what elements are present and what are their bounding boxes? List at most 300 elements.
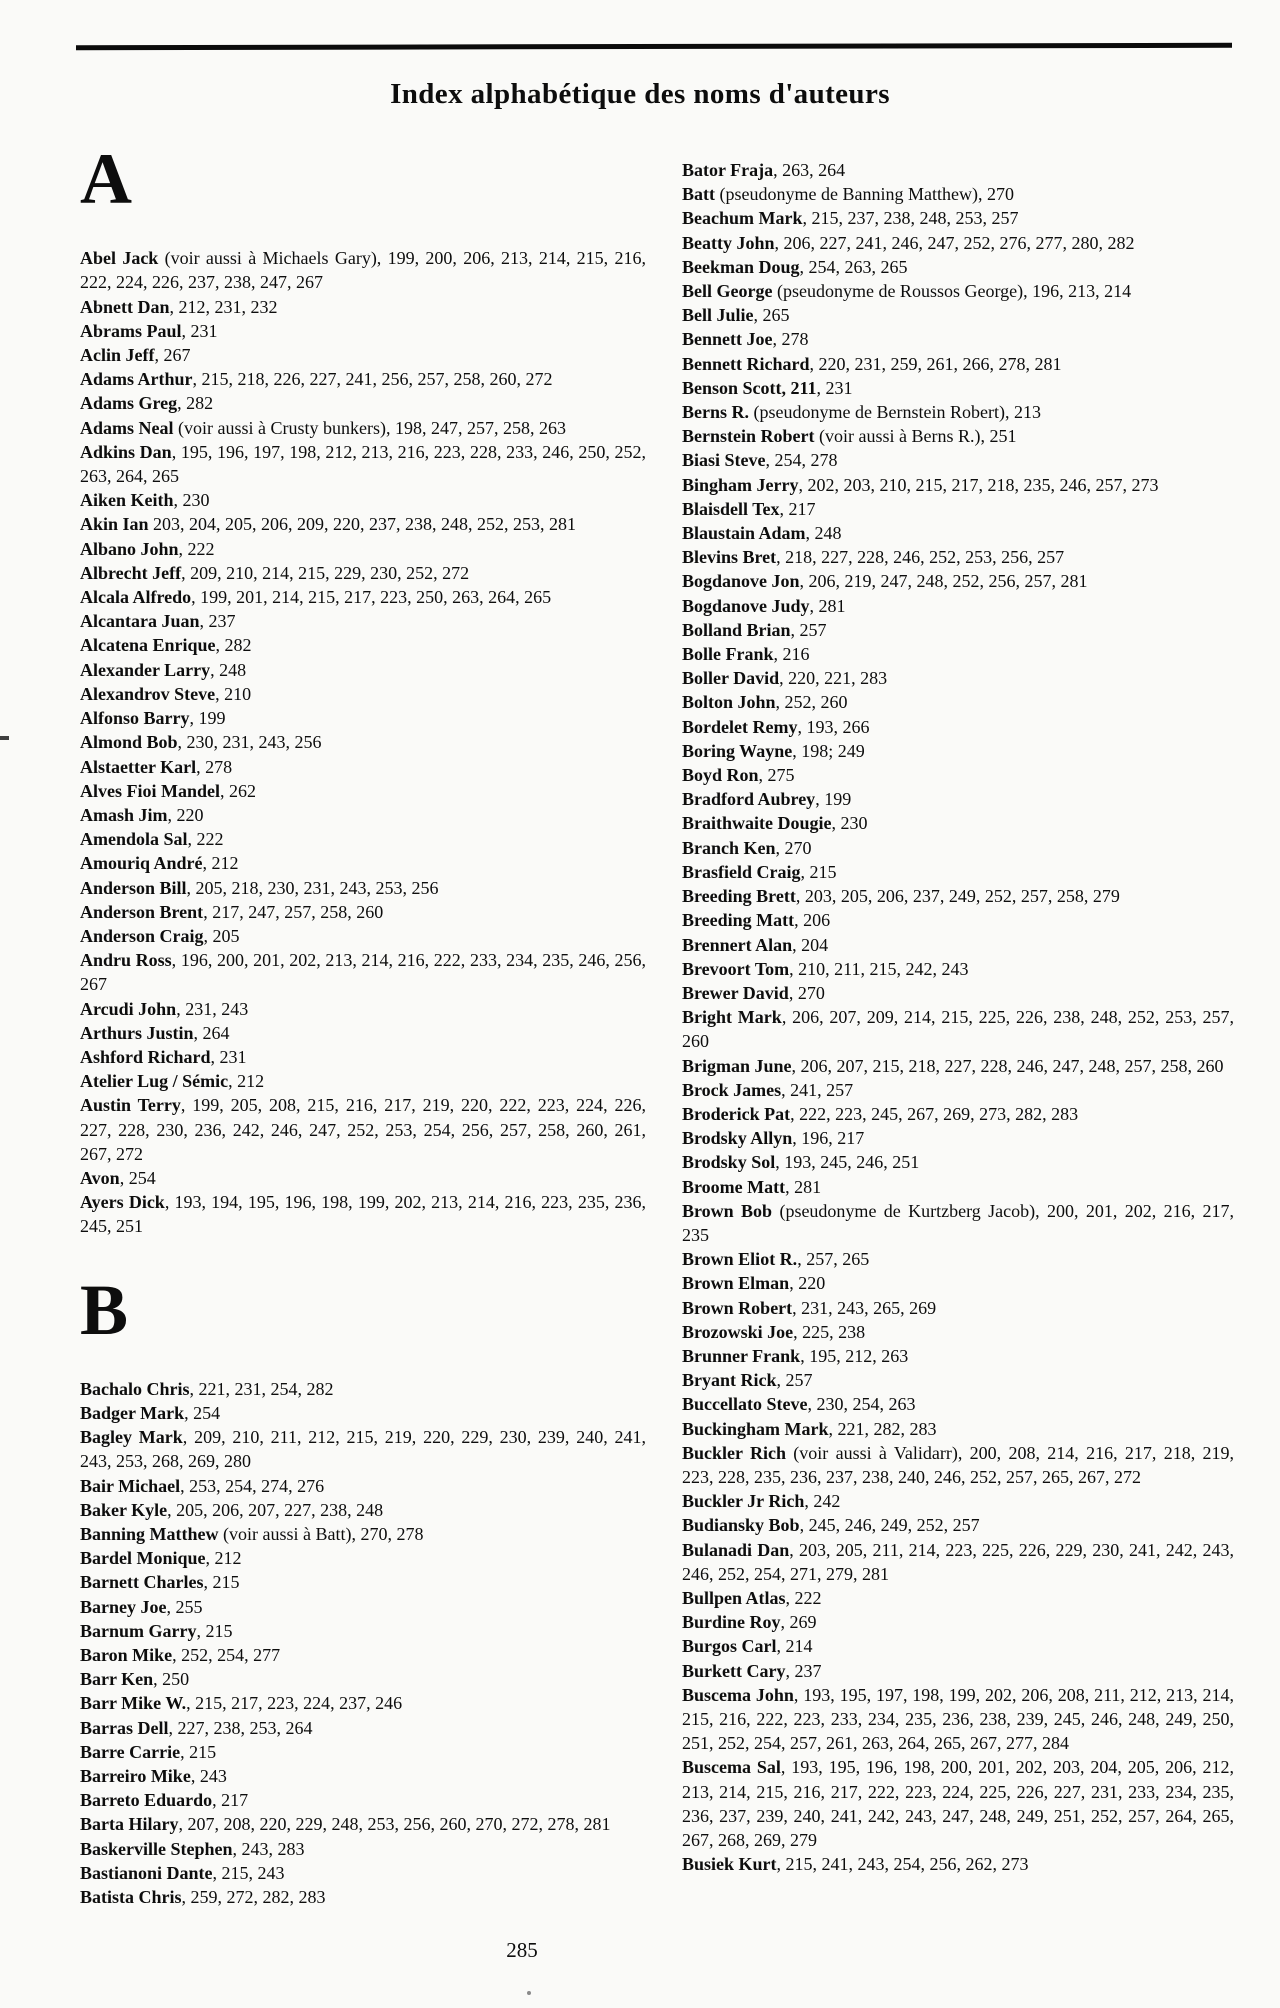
entry-author-name: Berns R. — [682, 402, 749, 423]
index-entry — [80, 561, 646, 585]
entry-author-name: Beatty John — [682, 232, 775, 253]
entry-author-name: Anderson Brent — [80, 901, 204, 922]
index-entry — [80, 633, 646, 657]
entry-author-name: Bernstein Robert — [682, 426, 815, 447]
entry-page-refs: , 203, 205, 206, 237, 249, 252, 257, 258, 279 — [795, 886, 1120, 907]
index-entry — [682, 1368, 1234, 1392]
entry-author-name: Bradford Aubrey — [682, 789, 816, 810]
index-entry — [682, 327, 1234, 351]
entry-page-refs: , 243, 283 — [232, 1838, 305, 1859]
entry-page-refs: , 254, 263, 265 — [799, 256, 908, 277]
entry-page-refs: , 220 — [789, 1273, 826, 1294]
entry-author-name: Alstaetter Karl — [80, 756, 197, 777]
entry-page-refs: , 259, 272, 282, 283 — [181, 1887, 326, 1908]
entry-page-refs: , 199, 201, 214, 215, 217, 223, 250, 263, 264, 265 — [191, 587, 552, 608]
entry-author-name: Adams Neal — [80, 417, 174, 438]
entry-author-name: Amash Jim — [80, 804, 168, 825]
index-entry — [682, 836, 1234, 860]
entry-page-refs: , 265 — [753, 305, 790, 326]
index-entry — [682, 545, 1234, 569]
index-entry — [80, 512, 646, 536]
entry-author-name: Burkett Cary — [682, 1660, 786, 1681]
entry-page-refs: , 227, 238, 253, 264 — [168, 1717, 313, 1738]
entry-page-refs: , 193, 195, 197, 198, 199, 202, 206, 208, 211, 212, 213, 214, 215, 216, 222, 223, 233, 234, 235, 236, 238, 239, 245, 246, 248, 249, 250, 251, 252, 254, 257, 261, 263, 264, 265, 267, 277, 284 — [682, 1684, 1234, 1754]
index-entry — [80, 803, 646, 827]
entry-page-refs: , 230 — [831, 813, 868, 834]
index-entry — [80, 1166, 646, 1190]
section-letter-b: B — [80, 1269, 129, 1350]
entry-author-name: Blaisdell Tex — [682, 498, 780, 519]
entry-author-name: Anderson Bill — [80, 877, 187, 898]
index-entry — [80, 391, 646, 415]
entry-author-name: Burgos Carl — [682, 1636, 777, 1657]
entry-page-refs: , 214 — [776, 1636, 813, 1657]
index-entry — [682, 1247, 1234, 1271]
entry-author-name: Bell Julie — [682, 305, 754, 326]
entry-page-refs: , 267 — [154, 345, 191, 366]
entry-page-refs: , 203, 205, 211, 214, 223, 225, 226, 229, 230, 241, 242, 243, 246, 252, 254, 271, 279, 281 — [682, 1539, 1234, 1584]
entry-page-refs: , 269 — [780, 1612, 817, 1633]
index-entry — [80, 1498, 646, 1522]
entry-page-refs: , 221, 231, 254, 282 — [189, 1378, 334, 1399]
index-entry — [80, 1885, 646, 1909]
entry-author-name: Aclin Jeff — [80, 345, 155, 366]
index-entry — [80, 1764, 646, 1788]
entry-author-name: Bardel Monique — [80, 1548, 206, 1569]
entry-page-refs: , 205 — [203, 925, 240, 946]
index-entry — [80, 1861, 646, 1885]
index-entry — [682, 1102, 1234, 1126]
index-entry — [80, 1546, 646, 1570]
index-entry — [80, 537, 646, 561]
entry-author-name: Brigman June — [682, 1055, 792, 1076]
entry-author-name: Atelier Lug / Sémic — [80, 1071, 229, 1092]
index-entry — [682, 400, 1234, 424]
entry-author-name: Barnum Garry — [80, 1620, 197, 1641]
entry-page-refs: , 193, 245, 246, 251 — [775, 1152, 920, 1173]
entry-page-refs: , 230, 254, 263 — [807, 1394, 916, 1415]
entry-author-name: Albrecht Jeff — [80, 562, 182, 583]
entry-author-name: Brown Bob — [682, 1200, 773, 1221]
index-entry — [682, 1417, 1234, 1441]
entry-author-name: Abel Jack — [80, 248, 159, 269]
entry-page-refs: , 278 — [196, 756, 233, 777]
entry-author-name: Batista Chris — [80, 1887, 182, 1908]
index-entry — [682, 618, 1234, 642]
entry-page-refs: , 206 — [794, 910, 831, 931]
entry-page-refs: , 210, 211, 215, 242, 243 — [789, 958, 969, 979]
entry-page-refs: , 205, 206, 207, 227, 238, 248 — [167, 1499, 384, 1520]
index-entry — [682, 1150, 1234, 1174]
entry-page-refs: , 225, 238 — [793, 1321, 866, 1342]
entry-author-name: Adams Greg — [80, 393, 178, 414]
entry-author-name: Abrams Paul — [80, 320, 182, 341]
entry-page-refs: , 195, 212, 263 — [800, 1345, 909, 1366]
index-entry — [682, 957, 1234, 981]
index-right-column — [682, 158, 1234, 1876]
entry-page-refs: , 206, 219, 247, 248, 252, 256, 257, 281 — [799, 571, 1088, 592]
entry-author-name: Blaustain Adam — [682, 523, 806, 544]
index-entry — [682, 1126, 1234, 1150]
entry-page-refs: , 221, 282, 283 — [828, 1418, 937, 1439]
index-entry — [80, 851, 646, 875]
entry-author-name: Bolland Brian — [682, 619, 791, 640]
index-entry — [80, 1788, 646, 1812]
entry-author-name: Baron Mike — [80, 1645, 173, 1666]
entry-page-refs: , 281 — [809, 595, 846, 616]
entry-author-name: Breeding Matt — [682, 910, 795, 931]
entry-author-name: Benson Scott, 211 — [682, 377, 817, 398]
entry-author-name: Bolle Frank — [682, 644, 774, 665]
index-entry — [80, 827, 646, 851]
index-entry — [80, 1021, 646, 1045]
index-entry — [682, 303, 1234, 327]
entry-page-refs: , 220 — [167, 804, 204, 825]
index-entry — [682, 1513, 1234, 1537]
entry-page-refs: , 248 — [210, 659, 247, 680]
entry-author-name: Barreto Eduardo — [80, 1790, 213, 1811]
entry-page-refs: , 254 — [184, 1403, 221, 1423]
index-entry — [682, 279, 1234, 303]
index-entry — [80, 1045, 646, 1069]
entry-author-name: Barney Joe — [80, 1596, 167, 1617]
entry-page-refs: , 193, 266 — [797, 716, 870, 737]
entry-author-name: Bright Mark — [682, 1007, 782, 1028]
index-entry — [682, 1392, 1234, 1416]
entry-page-refs: , 254 — [119, 1167, 156, 1188]
index-entry — [682, 521, 1234, 545]
index-entry — [80, 1474, 646, 1498]
entry-page-refs: , 198; 249 — [792, 740, 865, 761]
entry-author-name: Arcudi John — [80, 998, 177, 1019]
entry-author-name: Buckler Jr Rich — [682, 1491, 805, 1512]
index-entry — [682, 231, 1234, 255]
index-entry — [80, 730, 646, 754]
entry-page-refs: , 220, 221, 283 — [779, 668, 888, 689]
entry-page-refs: (pseudonyme de Banning Matthew), 270 — [715, 184, 1014, 205]
entry-author-name: Adams Arthur — [80, 369, 193, 390]
index-entry — [682, 448, 1234, 472]
entry-page-refs: , 196, 200, 201, 202, 213, 214, 216, 222, 233, 234, 235, 246, 256, 267 — [80, 950, 646, 995]
index-entry — [682, 690, 1234, 714]
index-entry — [682, 1852, 1234, 1876]
entry-author-name: Akin Ian — [80, 514, 149, 535]
index-entry — [682, 1659, 1234, 1683]
entry-author-name: Almond Bob — [80, 732, 178, 753]
entry-author-name: Broome Matt — [682, 1176, 786, 1197]
entry-author-name: Buckingham Mark — [682, 1418, 829, 1439]
index-entry — [80, 1619, 646, 1643]
entry-author-name: Bastianoni Dante — [80, 1862, 213, 1883]
entry-page-refs: , 222, 223, 245, 267, 269, 273, 282, 283 — [790, 1103, 1079, 1124]
entry-page-refs: , 222 — [785, 1587, 822, 1608]
entry-page-refs: , 212, 231, 232 — [169, 296, 278, 317]
index-entry — [682, 473, 1234, 497]
entry-author-name: Alcatena Enrique — [80, 635, 216, 656]
entry-page-refs: (pseudonyme de Roussos George), 196, 213, 214 — [772, 281, 1132, 302]
index-entry — [80, 440, 646, 488]
entry-author-name: Alfonso Barry — [80, 708, 190, 729]
top-horizontal-rule — [76, 43, 1232, 50]
entry-page-refs: , 212 — [202, 853, 239, 874]
entry-author-name: Badger Mark — [80, 1403, 185, 1423]
entry-author-name: Broderick Pat — [682, 1103, 791, 1124]
index-entry — [80, 924, 646, 948]
index-entry — [80, 319, 646, 343]
index-entry — [682, 1320, 1234, 1344]
entry-author-name: Brevoort Tom — [682, 958, 790, 979]
entry-page-refs: , 217 — [779, 498, 816, 519]
entry-author-name: Alcala Alfredo — [80, 587, 192, 608]
entry-page-refs: , 218, 227, 228, 246, 252, 253, 256, 257 — [776, 547, 1065, 568]
entry-page-refs: , 216 — [773, 644, 810, 665]
entry-page-refs: , 263, 264 — [773, 160, 846, 180]
index-entry — [80, 1093, 646, 1166]
entry-page-refs: , 231 — [816, 377, 853, 398]
index-entry — [80, 1812, 646, 1836]
entry-author-name: Alexandrov Steve — [80, 683, 216, 704]
entry-author-name: Banning Matthew — [80, 1524, 219, 1545]
index-entry — [80, 658, 646, 682]
index-entry — [80, 609, 646, 633]
index-entry — [682, 763, 1234, 787]
entry-author-name: Biasi Steve — [682, 450, 766, 471]
entry-page-refs: (voir aussi à Batt), 270, 278 — [218, 1524, 424, 1545]
entry-author-name: Busiek Kurt — [682, 1854, 777, 1875]
entry-author-name: Burdine Roy — [682, 1612, 781, 1633]
index-entry — [682, 569, 1234, 593]
entry-page-refs: (voir aussi à Michaels Gary), 199, 200, 206, 213, 214, 215, 216, 222, 224, 226, 237, 238, 247, 267 — [80, 248, 646, 293]
entry-author-name: Barr Ken — [80, 1669, 154, 1690]
entry-author-name: Barras Dell — [80, 1717, 169, 1738]
index-entry — [80, 1069, 646, 1093]
entry-page-refs: , 210 — [215, 683, 252, 704]
scan-artifact-tick — [0, 736, 9, 740]
entry-page-refs: , 264 — [193, 1022, 230, 1043]
entry-page-refs: , 215, 218, 226, 227, 241, 256, 257, 258, 260, 272 — [192, 369, 553, 390]
entry-page-refs: , 217 — [212, 1790, 249, 1811]
entry-page-refs: , 252, 254, 277 — [172, 1645, 281, 1666]
entry-author-name: Arthurs Justin — [80, 1022, 194, 1043]
index-entry — [80, 900, 646, 924]
entry-page-refs: , 212 — [205, 1548, 242, 1569]
entry-page-refs: , 209, 210, 211, 212, 215, 219, 220, 229, 230, 239, 240, 241, 243, 253, 268, 269, 280 — [80, 1427, 646, 1472]
index-entry — [682, 1054, 1234, 1078]
index-entry — [80, 367, 646, 391]
entry-page-refs: , 215 — [203, 1572, 240, 1593]
index-entry — [80, 1190, 646, 1238]
entry-page-refs: , 254, 278 — [765, 450, 838, 471]
entry-page-refs: , 242 — [804, 1491, 841, 1512]
entry-author-name: Buckler Rich — [682, 1442, 786, 1463]
entry-author-name: Blevins Bret — [682, 547, 777, 568]
entry-author-name: Brock James — [682, 1079, 782, 1100]
entry-page-refs: , 257 — [776, 1370, 813, 1391]
index-entry — [682, 206, 1234, 230]
entry-author-name: Austin Terry — [80, 1095, 181, 1116]
index-entry — [80, 295, 646, 319]
index-entry — [80, 1522, 646, 1546]
index-entry — [682, 1489, 1234, 1513]
entry-author-name: Bennett Richard — [682, 353, 810, 374]
section-letter-a: A — [80, 139, 132, 219]
index-entry — [682, 715, 1234, 739]
entry-page-refs: , 262 — [220, 780, 256, 801]
entry-page-refs: , 257 — [790, 619, 827, 640]
entry-page-refs: 203, 204, 205, 206, 209, 220, 237, 238, 248, 252, 253, 281 — [148, 514, 577, 535]
index-entry — [682, 376, 1234, 400]
index-entry — [682, 908, 1234, 932]
entry-page-refs: , 257, 265 — [797, 1249, 870, 1270]
entry-author-name: Boring Wayne — [682, 740, 793, 761]
entry-page-refs: , 193, 195, 196, 198, 200, 201, 202, 203, 204, 205, 206, 212, 213, 214, 215, 216, 217, 222, 223, 224, 225, 226, 227, 231, 233, 234, 235, 236, 237, 239, 240, 241, 242, 243, 247, 248, 249, 251, 252, 257, 264, 265, 267, 268, 269, 279 — [682, 1757, 1234, 1851]
entry-author-name: Budiansky Bob — [682, 1515, 800, 1536]
entry-page-refs: , 250 — [153, 1669, 190, 1690]
entry-author-name: Braithwaite Dougie — [682, 813, 832, 834]
index-entry — [80, 1837, 646, 1861]
index-entry — [682, 158, 1234, 182]
entry-page-refs: , 253, 254, 274, 276 — [180, 1475, 325, 1496]
entry-page-refs: , 248 — [805, 523, 842, 544]
entry-author-name: Baker Kyle — [80, 1499, 168, 1520]
entry-author-name: Buccellato Steve — [682, 1394, 808, 1415]
entry-author-name: Alexander Larry — [80, 659, 211, 680]
entry-page-refs: , 230, 231, 243, 256 — [177, 732, 322, 753]
index-entry — [80, 1691, 646, 1715]
index-entry — [682, 1634, 1234, 1658]
entry-page-refs: , 196, 217 — [792, 1128, 865, 1149]
index-entry — [682, 1344, 1234, 1368]
entry-author-name: Bryant Rick — [682, 1370, 777, 1391]
entry-author-name: Boyd Ron — [682, 765, 759, 786]
entry-page-refs: (pseudonyme de Bernstein Robert), 213 — [749, 402, 1041, 423]
entry-page-refs: (pseudonyme de Kurtzberg Jacob), 200, 201, 202, 216, 217, 235 — [682, 1200, 1234, 1245]
entry-author-name: Barnett Charles — [80, 1572, 204, 1593]
scan-artifact-dot — [527, 1991, 531, 1995]
index-entry — [682, 1005, 1234, 1053]
index-entry — [80, 997, 646, 1021]
entry-page-refs: , 230 — [173, 490, 210, 511]
entry-page-refs: , 215 — [800, 861, 837, 882]
index-entry — [80, 1377, 646, 1401]
index-entry — [682, 255, 1234, 279]
index-entry — [682, 1610, 1234, 1634]
index-entry — [682, 787, 1234, 811]
entry-page-refs: , 217, 247, 257, 258, 260 — [203, 901, 384, 922]
entry-page-refs: , 199 — [189, 708, 226, 729]
index-entry — [80, 1643, 646, 1667]
index-entry — [80, 488, 646, 512]
index-entry — [80, 1667, 646, 1691]
entry-author-name: Baskerville Stephen — [80, 1838, 233, 1859]
index-entry — [80, 948, 646, 996]
entry-page-refs: , 199 — [815, 789, 852, 810]
entry-author-name: Barta Hilary — [80, 1814, 179, 1835]
index-entry — [80, 1716, 646, 1740]
entry-author-name: Brennert Alan — [682, 934, 793, 955]
entry-author-name: Avon — [80, 1167, 120, 1188]
index-entry — [80, 706, 646, 730]
entry-page-refs: , 209, 210, 214, 215, 229, 230, 252, 272 — [181, 562, 470, 583]
entry-author-name: Abnett Dan — [80, 296, 170, 317]
entry-page-refs: , 193, 194, 195, 196, 198, 199, 202, 213, 214, 216, 223, 235, 236, 245, 251 — [80, 1192, 647, 1237]
index-left-column — [80, 139, 647, 1909]
entry-page-refs: , 206, 227, 241, 246, 247, 252, 276, 277, 280, 282 — [774, 232, 1135, 253]
entry-author-name: Albano John — [80, 538, 179, 559]
index-entry — [682, 933, 1234, 957]
index-entry — [682, 1296, 1234, 1320]
index-entry — [682, 1078, 1234, 1102]
index-entry — [682, 884, 1234, 908]
index-entry — [80, 779, 646, 803]
entry-page-refs: (voir aussi à Berns R.), 251 — [814, 426, 1017, 447]
entry-author-name: Alcantara Juan — [80, 611, 200, 632]
index-entry — [682, 594, 1234, 618]
entry-page-refs: , 206, 207, 215, 218, 227, 228, 246, 247, 248, 257, 258, 260 — [791, 1055, 1224, 1076]
entry-author-name: Bennett Joe — [682, 329, 773, 350]
index-entry — [80, 755, 646, 779]
entry-page-refs: , 215, 217, 223, 224, 237, 246 — [186, 1693, 403, 1714]
entry-page-refs: (voir aussi à Validarr), 200, 208, 214, 216, 217, 218, 219, 223, 228, 235, 236, 237, 238, 240, 246, 252, 257, 265, 267, 272 — [682, 1442, 1234, 1487]
index-entry — [682, 642, 1234, 666]
entry-page-refs: , 195, 196, 197, 198, 212, 213, 216, 223, 228, 233, 246, 250, 252, 263, 264, 265 — [80, 441, 647, 487]
index-entry — [682, 811, 1234, 835]
entry-author-name: Boller David — [682, 668, 780, 689]
page-title: Index alphabétique des noms d'auteurs — [390, 78, 890, 110]
entry-author-name: Branch Ken — [682, 837, 776, 858]
entry-page-refs: (voir aussi à Crusty bunkers), 198, 247, 257, 258, 263 — [173, 417, 566, 438]
entry-page-refs: , 270 — [775, 837, 812, 858]
index-entry — [682, 182, 1234, 206]
entry-page-refs: , 220, 231, 259, 261, 266, 278, 281 — [809, 353, 1062, 374]
entry-author-name: Bogdanove Jon — [682, 571, 800, 592]
entry-page-refs: , 205, 218, 230, 231, 243, 253, 256 — [186, 877, 439, 898]
entry-author-name: Bordelet Remy — [682, 716, 798, 737]
entry-author-name: Ashford Richard — [80, 1046, 211, 1067]
index-entry — [682, 497, 1234, 521]
index-entry — [80, 343, 646, 367]
index-entry — [682, 1441, 1234, 1489]
entry-author-name: Aiken Keith — [80, 490, 174, 511]
index-entry — [80, 876, 646, 900]
entry-author-name: Brodsky Sol — [682, 1152, 776, 1173]
entry-page-refs: , 237 — [785, 1660, 822, 1681]
page-number: 285 — [506, 1938, 538, 1962]
index-entry — [682, 1586, 1234, 1610]
entry-author-name: Bell George — [682, 281, 773, 302]
entry-page-refs: , 281 — [785, 1176, 822, 1197]
index-entry — [80, 416, 646, 440]
entry-page-refs: , 282 — [215, 635, 252, 656]
entry-author-name: Bullpen Atlas — [682, 1587, 786, 1608]
entry-page-refs: , 255 — [166, 1596, 203, 1617]
entry-author-name: Bagley Mark — [80, 1427, 183, 1448]
entry-page-refs: , 207, 208, 220, 229, 248, 253, 256, 260, 270, 272, 278, 281 — [178, 1814, 611, 1835]
entry-page-refs: , 215 — [196, 1620, 233, 1641]
index-entry — [682, 424, 1234, 448]
entry-author-name: Adkins Dan — [80, 441, 172, 462]
index-entry — [682, 666, 1234, 690]
entry-author-name: Bachalo Chris — [80, 1378, 190, 1399]
entry-page-refs: , 206, 207, 209, 214, 215, 225, 226, 238, 248, 252, 253, 257, 260 — [682, 1007, 1235, 1052]
index-entry — [682, 1199, 1234, 1247]
index-entry — [682, 1271, 1234, 1295]
entry-page-refs: , 270 — [788, 982, 825, 1003]
entry-page-refs: , 212 — [228, 1071, 265, 1092]
index-entry — [80, 246, 646, 294]
index-entry — [682, 860, 1234, 884]
entry-author-name: Brozowski Joe — [682, 1321, 794, 1342]
